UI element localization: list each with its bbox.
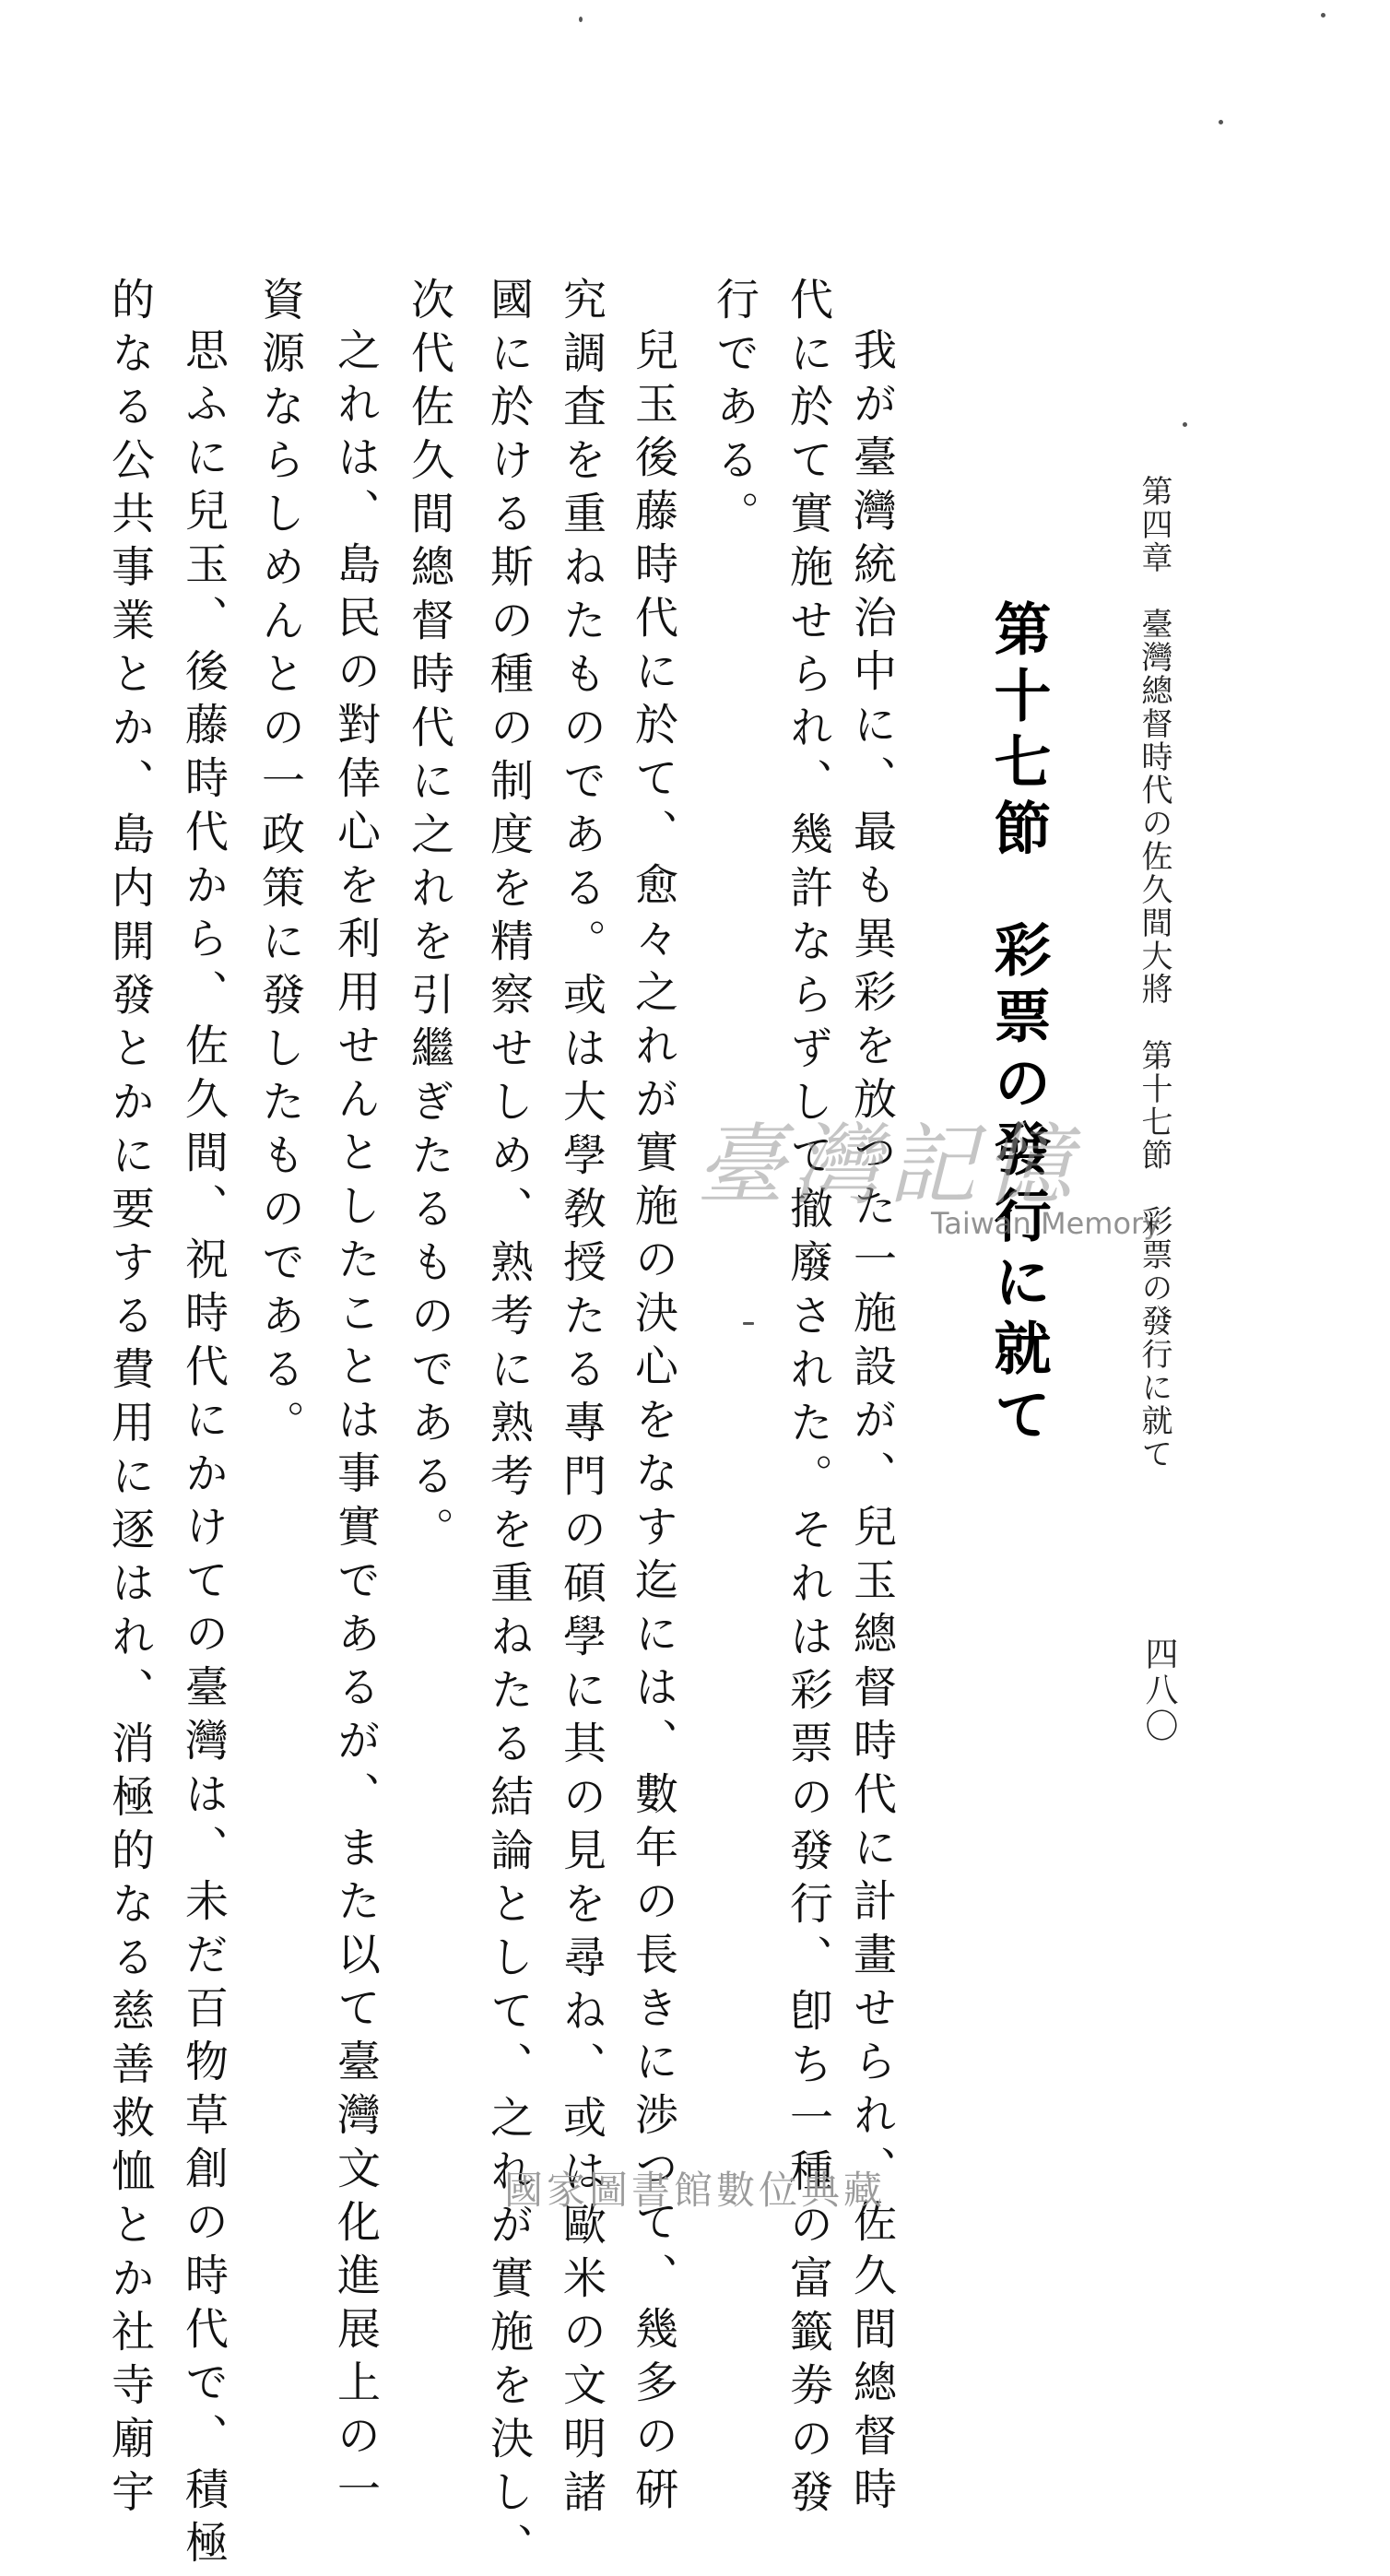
scan-speck — [1321, 13, 1325, 18]
body-line-3: 行である。 — [709, 277, 760, 544]
page-number: 四八〇 — [1140, 1637, 1178, 1744]
scan-speck — [579, 17, 583, 22]
body-line-4: 兒玉後藤時代に於て、愈々之れが實施の決心をなす迄には、數年の長きに渉つて、幾多の硏 — [628, 327, 678, 2520]
running-head-section: 第十七節 彩票の發行に就て — [1136, 1039, 1172, 1471]
body-line-2: 代に於て實施せられ、幾許ならずして撤廢された。それは彩票の發行、卽ち一種の富籤劵の發 — [783, 277, 833, 2523]
running-head — [1132, 475, 1177, 1471]
section-number: 第十七節 — [984, 599, 1052, 865]
scan-speck — [1219, 120, 1223, 124]
watermark-chinese: 臺灣記憶 — [696, 1114, 1079, 1217]
footer-label: 國家圖書館數位典藏 — [503, 2168, 886, 2213]
body-line-7: 次代佐久間總督時代に之れを引繼ぎたるものである。 — [404, 277, 454, 1560]
body-line-5: 究調査を重ねたものである。或は大學敎授たる專門の碩學に其の見を尋ね、或は歐米の文明諸 — [556, 277, 607, 2523]
watermark-english: Taiwan Memory — [931, 1206, 1161, 1241]
section-title-text: 彩票の發行に就て — [984, 920, 1052, 1451]
body-line-10: 思ふに兒玉、後藤時代から、佐久間、祝時代にかけての臺灣は、未だ百物草創の時代で、積極 — [178, 327, 229, 2573]
body-line-1: 我が臺灣統治中に、最も異彩を放つた一施設が、兒玉總督時代に計畫せられ、佐久間總督時 — [846, 327, 897, 2520]
body-line-11: 的なる公共事業とか、島内開發とかに要する費用に逐はれ、消極的なる慈善救恤とか社寺廟宇 — [104, 277, 155, 2523]
body-line-8: 之れは、島民の對倖心を利用せんとしたことは事實であるが、また以て臺灣文化進展上の一 — [330, 327, 381, 2520]
running-head-chapter: 第四章 臺灣總督時代の佐久間大將 — [1136, 475, 1172, 1006]
scan-speck — [743, 1322, 754, 1325]
body-line-6: 國に於ける斯の種の制度を精察せしめ、熟考に熟考を重ねたる結論として、之れが實施を決し、 — [483, 277, 534, 2576]
body-line-9: 資源ならしめんとの一政策に發したものである。 — [254, 277, 305, 1453]
section-heading — [977, 599, 1059, 1451]
scan-speck — [1183, 422, 1187, 427]
watermark — [696, 1095, 1175, 1257]
